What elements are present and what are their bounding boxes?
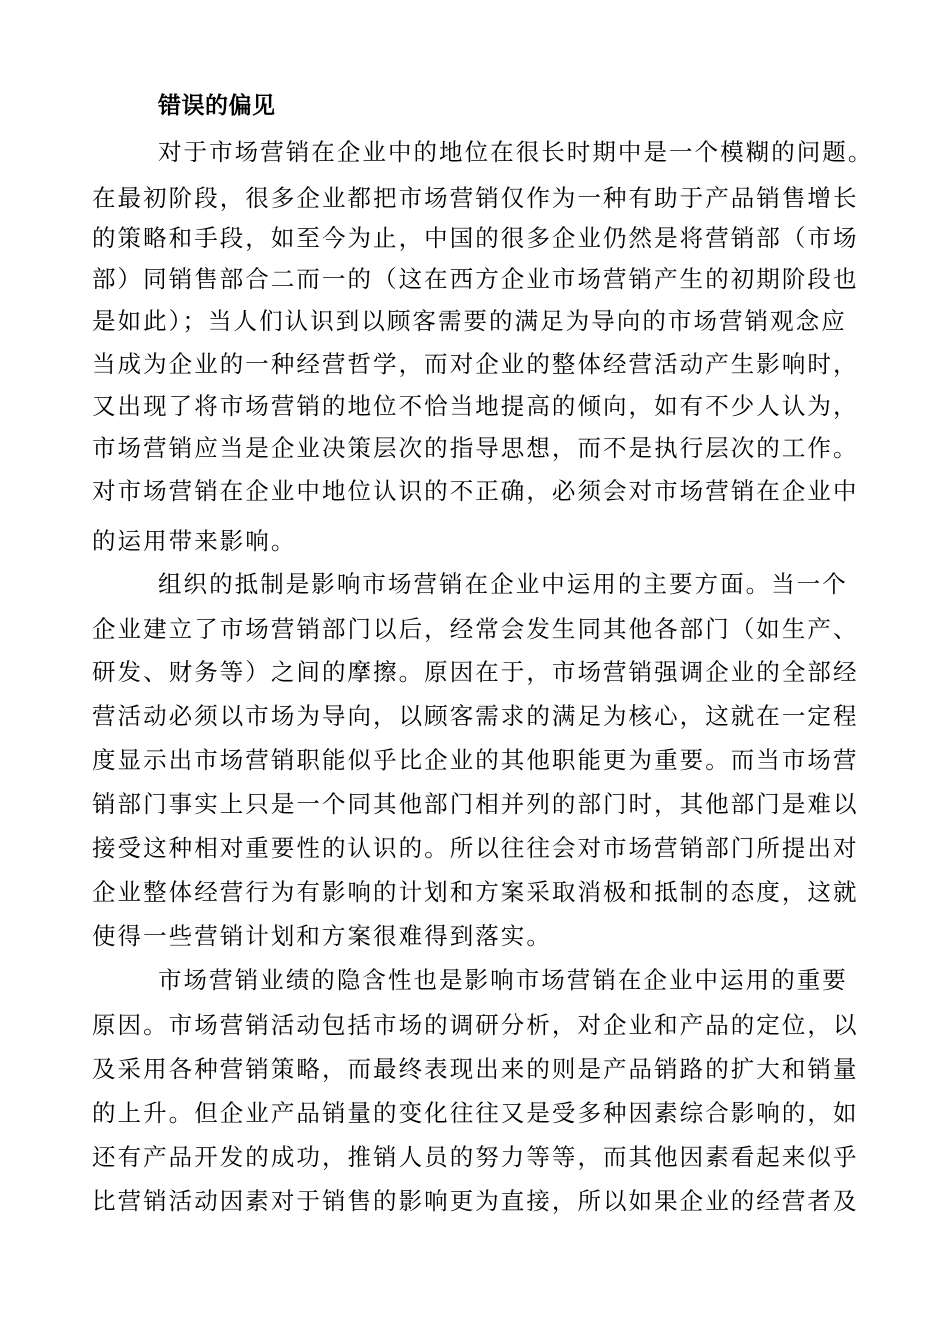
paragraph-line: 还有产品开发的成功，推销人员的努力等等，而其他因素看起来似乎 (92, 1143, 859, 1171)
paragraph-line: 的策略和手段，如至今为止，中国的很多企业仍然是将营销部（市场 (92, 224, 859, 252)
paragraph-line: 研发、财务等）之间的摩擦。原因在于，市场营销强调企业的全部经 (92, 658, 859, 686)
paragraph-line: 企业建立了市场营销部门以后，经常会发生同其他各部门（如生产、 (92, 615, 859, 643)
paragraph-line: 市场营销应当是企业决策层次的指导思想，而不是执行层次的工作。 (92, 434, 859, 462)
section-heading: 错误的偏见 (158, 93, 276, 119)
paragraph-line: 的上升。但企业产品销量的变化往往又是受多种因素综合影响的，如 (92, 1099, 859, 1127)
paragraph-line: 销部门事实上只是一个同其他部门相并列的部门时，其他部门是难以 (92, 790, 859, 818)
paragraph-line: 企业整体经营行为有影响的计划和方案采取消极和抵制的态度，这就 (92, 878, 859, 906)
paragraph-line: 及采用各种营销策略，而最终表现出来的则是产品销路的扩大和销量 (92, 1055, 859, 1083)
paragraph-line: 原因。市场营销活动包括市场的调研分析，对企业和产品的定位，以 (92, 1011, 859, 1039)
paragraph-line: 市场营销业绩的隐含性也是影响市场营销在企业中运用的重要 (158, 966, 848, 994)
paragraph-line: 度显示出市场营销职能似乎比企业的其他职能更为重要。而当市场营 (92, 746, 859, 774)
paragraph-line: 又出现了将市场营销的地位不恰当地提高的倾向，如有不少人认为， (92, 392, 859, 420)
paragraph-line: 的运用带来影响。 (92, 527, 297, 555)
paragraph-line: 比营销活动因素对于销售的影响更为直接，所以如果企业的经营者及 (92, 1187, 859, 1215)
paragraph-line: 组织的抵制是影响市场营销在企业中运用的主要方面。当一个 (158, 570, 848, 598)
paragraph-line: 接受这种相对重要性的认识的。所以往往会对市场营销部门所提出对 (92, 834, 859, 862)
paragraph-line: 在最初阶段，很多企业都把市场营销仅作为一种有助于产品销售增长 (92, 184, 859, 212)
paragraph-line: 当成为企业的一种经营哲学，而对企业的整体经营活动产生影响时， (92, 350, 859, 378)
paragraph-line: 是如此）；当人们认识到以顾客需要的满足为导向的市场营销观念应 (92, 307, 847, 335)
paragraph-line: 对市场营销在企业中地位认识的不正确，必须会对市场营销在企业中 (92, 477, 859, 505)
paragraph-line: 部）同销售部合二而一的（这在西方企业市场营销产生的初期阶段也 (92, 265, 859, 293)
paragraph-line: 对于市场营销在企业中的地位在很长时期中是一个模糊的问题。 (158, 138, 874, 166)
paragraph-line: 使得一些营销计划和方案很难得到落实。 (92, 922, 552, 950)
paragraph-line: 营活动必须以市场为导向，以顾客需求的满足为核心，这就在一定程 (92, 702, 859, 730)
